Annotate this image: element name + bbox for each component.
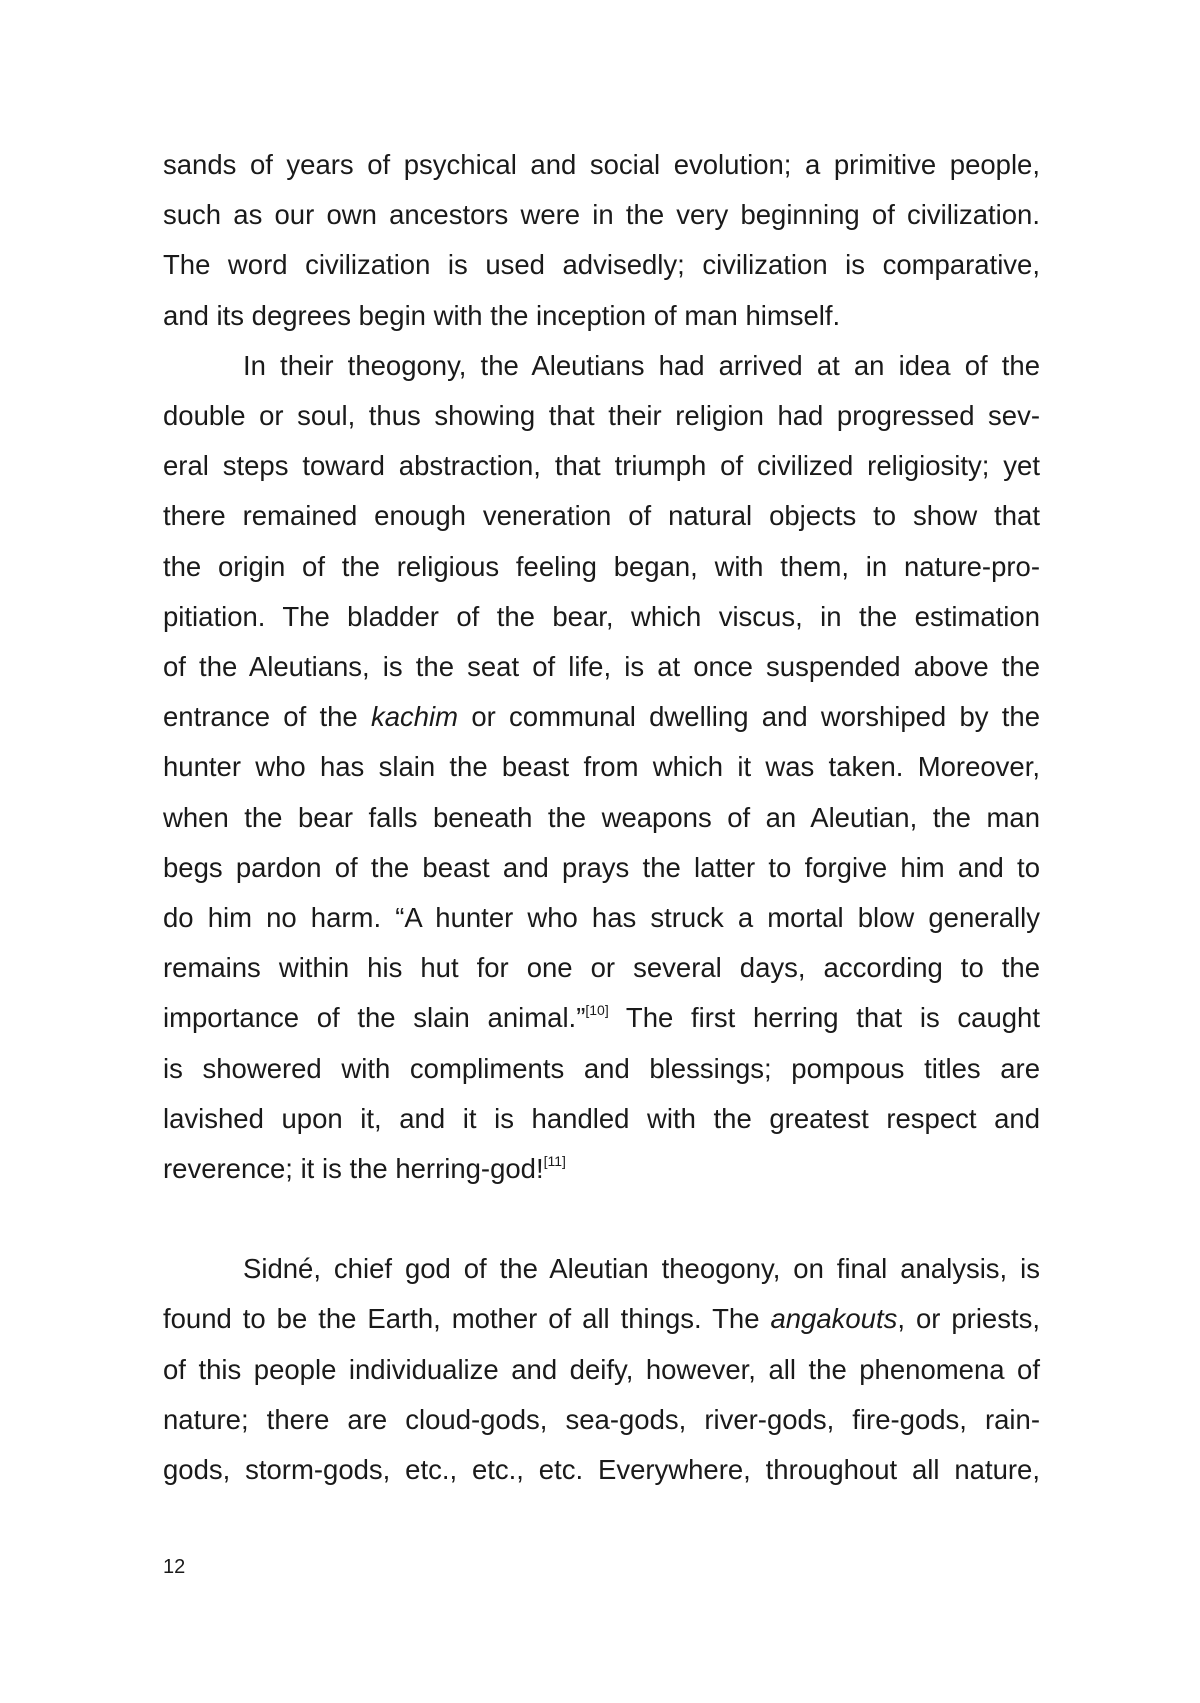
text-segment: remains within his hut for one or several days, according to the (163, 952, 1040, 984)
text-line (163, 843, 1040, 893)
text-line (163, 993, 1040, 1043)
text-line (163, 1345, 1040, 1395)
text-line (163, 140, 1040, 190)
footnote-reference: [10] (585, 1002, 609, 1019)
text-line (163, 190, 1040, 240)
text-segment: there remained enough veneration of natural objects to show that (163, 500, 1040, 532)
text-segment: of this people individualize and deify, however, all the phenomena of (163, 1353, 1040, 1385)
text-segment: lavished upon it, and it is handled with the greatest respect and (163, 1102, 1040, 1134)
text-line (163, 441, 1040, 491)
text-segment: reverence; it is the herring-god! (163, 1153, 544, 1185)
text-segment: begs pardon of the beast and prays the latter to forgive him and to (163, 851, 1040, 883)
text-line (163, 793, 1040, 843)
text-segment: eral steps toward abstraction, that triumph of civilized religiosity; yet (163, 450, 1040, 482)
text-segment: is showered with compliments and blessings; pompous titles are (163, 1052, 1040, 1084)
text-segment: entrance of the (163, 701, 371, 733)
italic-term: kachim (370, 701, 459, 733)
text-segment: double or soul, thus showing that their religion had progressed sev- (163, 400, 1040, 432)
text-segment: such as our own ancestors were in the very beginning of civilization. (163, 199, 1040, 231)
text-segment: when the bear falls beneath the weapons of an Aleutian, the man (163, 801, 1040, 833)
text-line (163, 742, 1040, 792)
text-segment: sands of years of psychical and social evolution; a primitive people, (163, 149, 1040, 180)
text-line (163, 1445, 1040, 1495)
text-line (163, 341, 1040, 391)
text-line (163, 491, 1040, 541)
footnote-reference: [11] (543, 1152, 566, 1169)
text-line (163, 1044, 1040, 1094)
text-line (163, 391, 1040, 441)
text-line (163, 240, 1040, 290)
text-line (163, 291, 1040, 341)
text-segment: In their theogony, the Aleutians had arrived at an idea of the (243, 349, 1040, 381)
page-number: 12 (163, 1556, 186, 1578)
text-segment: hunter who has slain the beast from which it was taken. Moreover, (163, 751, 1040, 783)
text-segment: The first herring that is caught (608, 1002, 1040, 1034)
text-line (163, 592, 1040, 642)
text-segment: gods, storm-gods, etc., etc., etc. Everywhere, throughout all nature, (163, 1454, 1040, 1486)
text-line (163, 1395, 1040, 1445)
text-segment: importance of the slain animal.” (163, 1002, 586, 1034)
text-line (163, 1094, 1040, 1144)
text-segment: of the Aleutians, is the seat of life, is at once suspended above the (163, 651, 1040, 683)
text-line (163, 1294, 1040, 1344)
text-line (163, 943, 1040, 993)
text-segment: , or priests, (897, 1303, 1040, 1335)
text-segment: the origin of the religious feeling began, with them, in nature-pro- (163, 550, 1040, 582)
text-segment: Sidné, chief god of the Aleutian theogony, on final analysis, is (243, 1253, 1040, 1285)
text-line (163, 893, 1040, 943)
italic-term: angakouts (770, 1303, 898, 1335)
text-line (163, 542, 1040, 592)
paragraph-gap (163, 1194, 1040, 1244)
text-segment: nature; there are cloud-gods, sea-gods, river-gods, fire-gods, rain- (163, 1403, 1040, 1435)
text-segment: found to be the Earth, mother of all things. The (163, 1303, 771, 1335)
text-segment: or communal dwelling and worshiped by the (458, 701, 1041, 733)
text-line (163, 642, 1040, 692)
body-text (163, 140, 1040, 1495)
text-segment: The word civilization is used advisedly; civilization is comparative, (163, 249, 1040, 281)
text-line (163, 1144, 1040, 1194)
text-line (163, 1244, 1040, 1294)
text-segment: do him no harm. “A hunter who has struck a mortal blow generally (163, 902, 1040, 934)
text-segment: and its degrees begin with the inception of man himself. (163, 299, 841, 331)
text-line (163, 692, 1040, 742)
text-segment: pitiation. The bladder of the bear, which viscus, in the estimation (163, 600, 1040, 632)
